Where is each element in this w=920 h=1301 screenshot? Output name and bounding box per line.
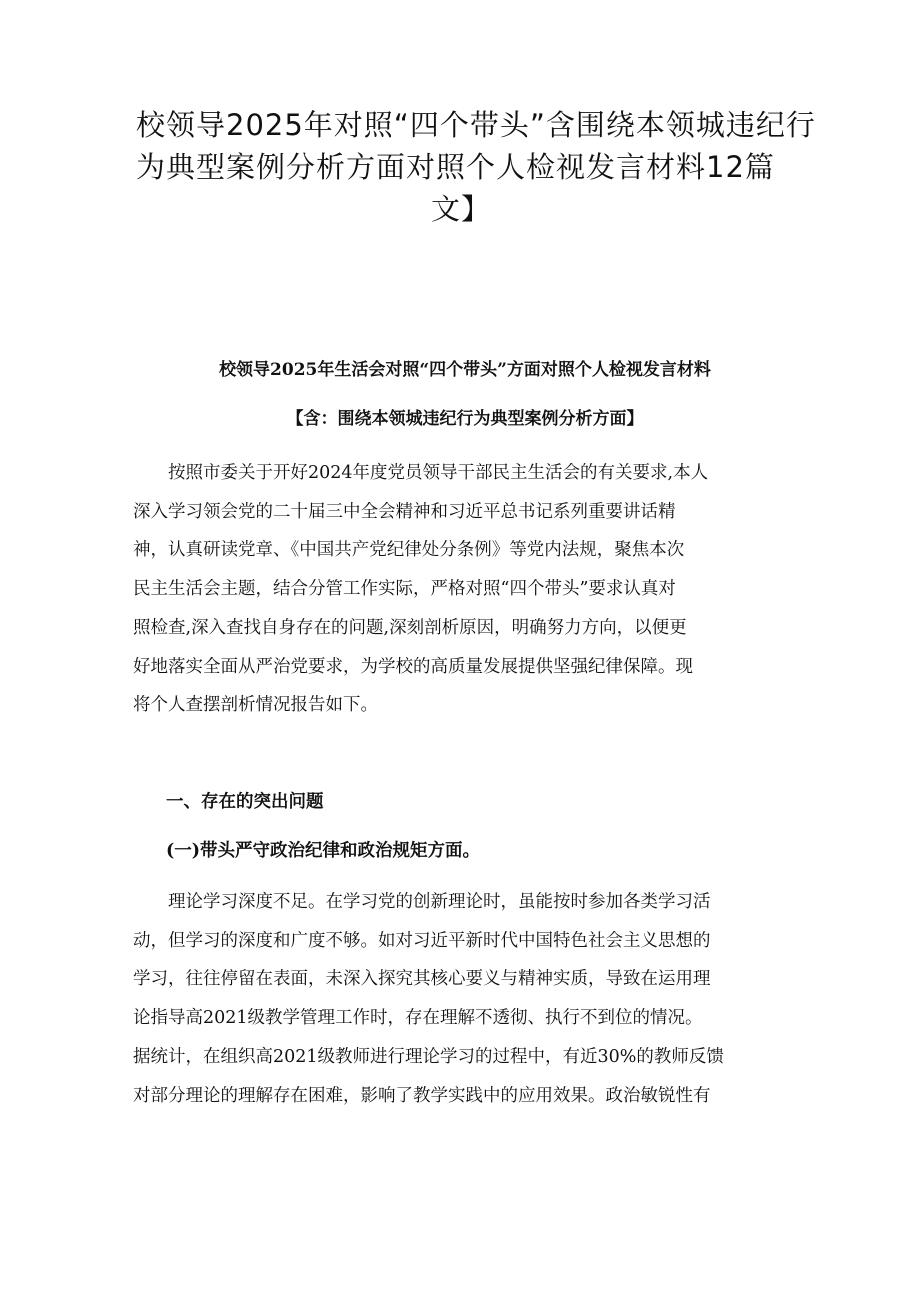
paragraph-theory-study bbox=[133, 883, 798, 1115]
paragraph-line: 好地落实全面从严治党要求，为学校的高质量发展提供坚强纪律保障。现 bbox=[133, 656, 693, 677]
paragraph-line: 深入学习领会党的二十届三中全会精神和习近平总书记系列重要讲话精 bbox=[133, 501, 676, 522]
section-heading-sub: 【含：围绕本领城违纪行为典型案例分析方面】 bbox=[286, 409, 644, 429]
paragraph-line: 据统计，在组织高2021级教师进行理论学习的过程中，有近30%的教师反馈 bbox=[133, 1046, 724, 1067]
document-title bbox=[136, 104, 816, 230]
section-heading-problems: 一、存在的突出问题 bbox=[166, 792, 324, 812]
paragraph-line: 将个人查摆剖析情况报告如下。 bbox=[133, 695, 378, 716]
paragraph-line: 理论学习深度不足。在学习党的创新理论时，虽能按时参加各类学习活 bbox=[133, 892, 711, 912]
paragraph-intro bbox=[133, 454, 798, 725]
section-heading-main: 校领导2025年生活会对照“四个带头”方面对照个人检视发言材料 bbox=[219, 360, 711, 380]
paragraph-line: 学习，往往停留在表面，未深入探究其核心要义与精神实质，导致在运用理 bbox=[133, 969, 711, 990]
title-line: 校领导2025年对照“四个带头”含围绕本领城违纪行 bbox=[136, 108, 816, 142]
paragraph-line: 对部分理论的理解存在困难，影响了教学实践中的应用效果。政治敏锐性有 bbox=[133, 1085, 711, 1106]
paragraph-line: 动，但学习的深度和广度不够。如对习近平新时代中国特色社会主义思想的 bbox=[133, 930, 711, 951]
paragraph-line: 神，认真研读党章、《中国共产党纪律处分条例》等党内法规，聚焦本次 bbox=[133, 540, 685, 561]
paragraph-line: 按照市委关于开好2024年度党员领导干部民主生活会的有关要求,本人 bbox=[133, 463, 709, 483]
paragraph-line: 论指导高2021级教学管理工作时，存在理解不透彻、执行不到位的情况。 bbox=[133, 1008, 703, 1029]
title-line: 为典型案例分析方面对照个人检视发言材料12篇 bbox=[136, 150, 775, 184]
subsection-heading-political-discipline: (一)带头严守政治纪律和政治规矩方面。 bbox=[166, 841, 481, 861]
paragraph-line: 民主生活会主题，结合分管工作实际，严格对照“四个带头”要求认真对 bbox=[133, 579, 676, 600]
title-line: 文】 bbox=[430, 192, 491, 226]
paragraph-line: 照检查,深入查找自身存在的问题,深刻剖析原因，明确努力方向，以便更 bbox=[133, 617, 687, 638]
